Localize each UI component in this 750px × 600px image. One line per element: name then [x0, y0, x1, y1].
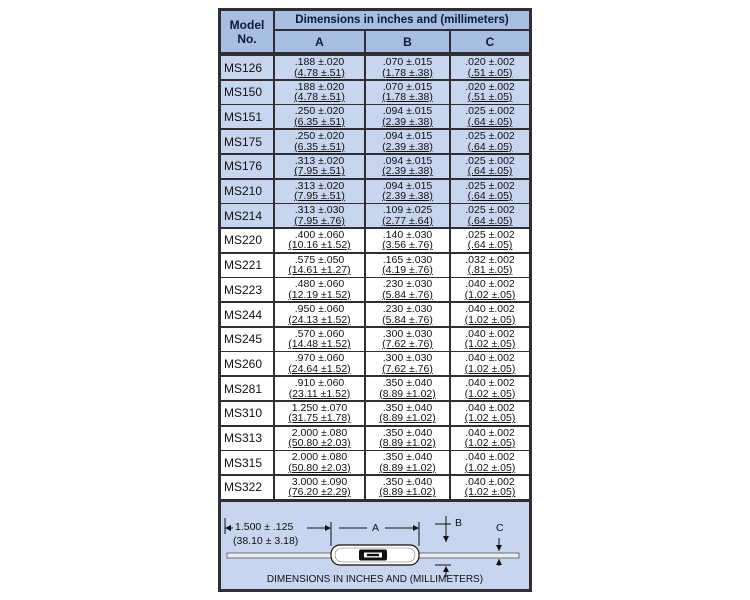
dimension-c-cell [451, 254, 529, 277]
dimension-b-inches: .109 ±.025 [382, 204, 433, 217]
dimension-b-inches: .094 ±.015 [382, 130, 433, 143]
dimension-a-cell [275, 427, 364, 450]
dimension-b-cell [366, 451, 449, 474]
dimension-c-millimeters: (.51 ±.05) [467, 91, 513, 104]
dimension-b-inches: .300 ±.030 [382, 352, 433, 365]
dimension-c-inches: .040 ±.002 [465, 426, 515, 439]
table-row [218, 229, 532, 252]
dimension-a-cell [275, 451, 364, 474]
dimension-b-millimeters: (2.39 ±.38) [382, 165, 433, 178]
dimension-c-inches: .040 ±.002 [465, 278, 515, 291]
dimension-c-inches: .040 ±.002 [465, 451, 515, 464]
dimension-a-millimeters: (14.48 ±1.52) [288, 338, 351, 351]
column-a-header: A [275, 31, 364, 52]
dimension-c-cell [451, 377, 529, 400]
dimension-c-cell [451, 476, 529, 499]
dimension-a-millimeters: (50.80 ±2.03) [288, 437, 351, 449]
model-number-cell: MS313 [221, 427, 273, 450]
dimension-b-cell [366, 254, 449, 277]
dimension-a-cell [275, 328, 364, 351]
dimension-c-inches: .040 ±.002 [465, 377, 515, 390]
dimension-b-millimeters: (3.56 ±.76) [382, 239, 433, 252]
table-row [218, 105, 532, 128]
table-row [218, 204, 532, 227]
dimension-a-millimeters: (50.80 ±2.03) [288, 461, 351, 474]
table-row [218, 180, 532, 203]
dimension-c-millimeters: (1.02 ±.05) [464, 437, 516, 449]
dimension-a-inches: .313 ±.020 [294, 154, 345, 167]
dimension-a-inches: .188 ±.020 [294, 80, 345, 93]
dimension-c-inches: .020 ±.002 [465, 80, 515, 93]
dimension-b-inches: .140 ±.030 [382, 228, 433, 241]
dimension-a-millimeters: (14.61 ±1.27) [288, 264, 351, 277]
dimension-a-inches: .575 ±.050 [294, 253, 345, 266]
table-row [218, 254, 532, 277]
dimension-c-millimeters: (.51 ±.05) [467, 66, 513, 79]
dimension-b-millimeters: (8.89 ±1.02) [379, 461, 436, 474]
inductor-dimension-diagram [221, 502, 529, 589]
dimension-c-inches: .025 ±.002 [465, 154, 515, 167]
dimension-b-millimeters: (8.89 ±1.02) [379, 387, 436, 400]
dimension-c-inches: .025 ±.002 [465, 130, 515, 143]
dimension-a-inches: .910 ±.060 [294, 377, 345, 390]
dimension-a-inches: .188 ±.020 [294, 56, 345, 68]
dimension-a-millimeters: (10.16 ±1.52) [288, 239, 351, 252]
dimension-a-cell [275, 254, 364, 277]
dimension-a-inches: .570 ±.060 [294, 327, 345, 340]
dimension-a-millimeters: (7.95 ±.76) [294, 214, 345, 227]
table-row [218, 377, 532, 400]
dimension-c-cell [451, 303, 529, 326]
dimension-a-label: A [372, 522, 380, 534]
table-row [218, 451, 532, 474]
table-header [218, 8, 532, 54]
table-row [218, 303, 532, 326]
model-number-cell: MS221 [221, 254, 273, 277]
dimension-b-cell [366, 303, 449, 326]
model-number-cell: MS151 [221, 105, 273, 128]
dimension-b-cell [366, 427, 449, 450]
dimension-c-inches: .025 ±.002 [465, 179, 515, 192]
dimension-c-inches: .025 ±.002 [465, 204, 515, 217]
model-number-cell: MS260 [221, 352, 273, 375]
model-number-header: Model No. [221, 11, 273, 52]
dimension-a-cell [275, 352, 364, 375]
dimension-b-cell [366, 155, 449, 178]
model-number-cell: MS245 [221, 328, 273, 351]
model-number-cell: MS220 [221, 229, 273, 252]
table-row [218, 278, 532, 301]
dimensions-header: Dimensions in inches and (millimeters) [275, 11, 529, 29]
dimension-b-millimeters: (5.84 ±.76) [382, 313, 433, 326]
dimension-b-millimeters: (1.78 ±.38) [382, 91, 433, 104]
table-row [218, 130, 532, 153]
dimension-b-label: B [455, 517, 463, 529]
dimension-b-millimeters: (5.84 ±.76) [382, 288, 433, 301]
table-row [218, 56, 532, 79]
dimension-c-cell [451, 402, 529, 425]
dimension-a-millimeters: (31.75 ±1.78) [288, 412, 351, 425]
dimension-c-inches: .040 ±.002 [465, 475, 515, 488]
dimension-a-millimeters: (7.95 ±.51) [294, 190, 345, 202]
dimension-b-inches: .350 ±.040 [382, 377, 433, 390]
table-row [218, 328, 532, 351]
dimension-b-cell [366, 56, 449, 79]
dimension-b-inches: .350 ±.040 [382, 475, 433, 488]
dimension-b-cell [366, 377, 449, 400]
dimension-c-inches: .025 ±.002 [465, 228, 515, 241]
dimension-b-cell [366, 229, 449, 252]
dimension-a-inches: .970 ±.060 [294, 352, 345, 365]
dimension-a-cell [275, 105, 364, 128]
lead-length-millimeters: (38.10 ± 3.18) [233, 535, 299, 547]
dimension-c-inches: .040 ±.002 [465, 401, 515, 414]
dimension-c-inches: .040 ±.002 [465, 303, 515, 315]
model-number-cell: MS281 [221, 377, 273, 400]
dimension-c-cell [451, 451, 529, 474]
model-number-cell: MS210 [221, 180, 273, 203]
model-number-cell: MS176 [221, 155, 273, 178]
dimension-a-cell [275, 229, 364, 252]
dimension-a-cell [275, 476, 364, 499]
dimension-a-cell [275, 377, 364, 400]
dimension-a-cell [275, 155, 364, 178]
dimension-c-inches: .020 ±.002 [465, 56, 515, 68]
dimension-c-millimeters: (1.02 ±.05) [464, 387, 516, 400]
dimension-a-cell [275, 130, 364, 153]
model-number-cell: MS150 [221, 81, 273, 104]
dimension-b-millimeters: (4.19 ±.76) [382, 264, 433, 277]
dimension-a-millimeters: (6.35 ±.51) [294, 140, 345, 153]
dimension-a-millimeters: (24.13 ±1.52) [288, 313, 351, 326]
dimension-c-millimeters: (.64 ±.05) [467, 190, 513, 202]
dimension-a-millimeters: (4.78 ±.51) [294, 91, 345, 104]
dimension-a-millimeters: (23.11 ±1.52) [288, 387, 351, 400]
dimension-a-inches: .250 ±.020 [294, 130, 345, 143]
dimension-c-cell [451, 278, 529, 301]
dimension-c-cell [451, 328, 529, 351]
dimension-b-millimeters: (7.62 ±.76) [382, 338, 433, 351]
dimension-c-inches: .040 ±.002 [465, 352, 515, 365]
dimension-b-cell [366, 180, 449, 203]
dimension-c-cell [451, 105, 529, 128]
dimension-b-cell [366, 81, 449, 104]
dimension-a-millimeters: (24.64 ±1.52) [288, 362, 351, 375]
dimension-a-inches: 1.250 ±.070 [291, 401, 348, 414]
dimension-c-inches: .025 ±.002 [465, 105, 515, 118]
dimension-c-millimeters: (1.02 ±.05) [464, 288, 516, 301]
dimension-c-cell [451, 204, 529, 227]
dimension-b-millimeters: (7.62 ±.76) [382, 362, 433, 375]
dimension-b-cell [366, 476, 449, 499]
dimension-a-millimeters: (6.35 ±.51) [294, 115, 345, 128]
dimension-b-millimeters: (2.39 ±.38) [382, 190, 433, 202]
dimension-a-cell [275, 402, 364, 425]
dimension-c-millimeters: (.64 ±.05) [467, 165, 513, 178]
table-row [218, 155, 532, 178]
model-number-cell: MS175 [221, 130, 273, 153]
dimension-c-label: C [496, 522, 504, 534]
dimension-a-inches: 2.000 ±.080 [291, 451, 348, 464]
dimension-b-inches: .070 ±.015 [382, 56, 433, 68]
dimension-c-cell [451, 155, 529, 178]
dimension-a-inches: .250 ±.020 [294, 105, 345, 118]
dimension-b-millimeters: (2.39 ±.38) [382, 115, 433, 128]
dimension-b-cell [366, 204, 449, 227]
dimension-c-cell [451, 427, 529, 450]
dimension-a-millimeters: (7.95 ±.51) [294, 165, 345, 178]
dimension-b-inches: .300 ±.030 [382, 327, 433, 340]
dimension-b-inches: .350 ±.040 [382, 451, 433, 464]
dimension-c-millimeters: (1.02 ±.05) [464, 412, 516, 425]
dimension-a-millimeters: (76.20 ±2.29) [288, 486, 351, 499]
dimension-a-cell [275, 180, 364, 203]
dimension-a-cell [275, 204, 364, 227]
dimension-c-cell [451, 56, 529, 79]
dimension-b-millimeters: (8.89 ±1.02) [379, 437, 436, 449]
dimensions-table [218, 8, 532, 592]
dimension-c-millimeters: (.64 ±.05) [467, 140, 513, 153]
dimension-a-inches: .480 ±.060 [294, 278, 345, 291]
dimension-b-inches: .350 ±.040 [382, 401, 433, 414]
table-row [218, 402, 532, 425]
dimension-a-cell [275, 303, 364, 326]
dimension-b-millimeters: (8.89 ±1.02) [379, 412, 436, 425]
dimension-c-inches: .032 ±.002 [465, 253, 515, 266]
dimension-c-cell [451, 180, 529, 203]
dimension-b-millimeters: (2.39 ±.38) [382, 140, 433, 153]
dimension-b-inches: .094 ±.015 [382, 179, 433, 192]
model-number-cell: MS126 [221, 56, 273, 79]
table-row [218, 352, 532, 375]
model-number-cell: MS322 [221, 476, 273, 499]
dimension-a-inches: .950 ±.060 [294, 303, 345, 315]
dimension-c-millimeters: (1.02 ±.05) [464, 338, 516, 351]
dimension-a-cell [275, 81, 364, 104]
dimension-b-inches: .230 ±.030 [382, 303, 433, 315]
dimension-b-inches: .094 ±.015 [382, 154, 433, 167]
dimension-c-millimeters: (.64 ±.05) [467, 239, 513, 252]
dimension-c-millimeters: (1.02 ±.05) [464, 362, 516, 375]
model-number-cell: MS214 [221, 204, 273, 227]
dimension-b-millimeters: (8.89 ±1.02) [379, 486, 436, 499]
column-b-header: B [366, 31, 449, 52]
dimension-a-cell [275, 278, 364, 301]
dimension-c-millimeters: (1.02 ±.05) [464, 486, 516, 499]
dimension-a-inches: 2.000 ±.080 [291, 426, 348, 439]
dimension-c-millimeters: (1.02 ±.05) [464, 313, 516, 326]
model-number-cell: MS310 [221, 402, 273, 425]
dimension-a-inches: .313 ±.020 [294, 179, 345, 192]
dimension-a-cell [275, 56, 364, 79]
table-row [218, 427, 532, 450]
dimension-a-inches: .400 ±.060 [294, 228, 345, 241]
lead-length-inches: 1.500 ± .125 [235, 521, 294, 533]
dimension-c-cell [451, 81, 529, 104]
dimension-c-millimeters: (.81 ±.05) [467, 264, 513, 277]
dimension-c-millimeters: (.64 ±.05) [467, 214, 513, 227]
dimension-c-cell [451, 352, 529, 375]
dimension-b-millimeters: (2.77 ±.64) [382, 214, 433, 227]
dimension-b-inches: .165 ±.030 [382, 253, 433, 266]
units-footnote: DIMENSIONS IN INCHES AND (MILLIMETERS) [266, 574, 484, 585]
dimension-b-millimeters: (1.78 ±.38) [382, 66, 433, 79]
dimension-a-inches: .313 ±.030 [294, 204, 345, 217]
dimension-b-inches: .094 ±.015 [382, 105, 433, 118]
dimension-b-cell [366, 278, 449, 301]
column-c-header: C [451, 31, 529, 52]
dimension-b-inches: .070 ±.015 [382, 80, 433, 93]
table-row [218, 81, 532, 104]
dimension-b-inches: .230 ±.030 [382, 278, 433, 291]
dimension-c-cell [451, 229, 529, 252]
model-number-cell: MS315 [221, 451, 273, 474]
dimension-b-cell [366, 130, 449, 153]
dimension-c-inches: .040 ±.002 [465, 327, 515, 340]
dimension-b-cell [366, 105, 449, 128]
dimension-a-inches: 3.000 ±.090 [291, 475, 348, 488]
table-row [218, 476, 532, 499]
dimension-c-cell [451, 130, 529, 153]
dimension-c-millimeters: (1.02 ±.05) [464, 461, 516, 474]
dimension-a-millimeters: (12.19 ±1.52) [288, 288, 351, 301]
dimension-b-cell [366, 328, 449, 351]
dimension-c-millimeters: (.64 ±.05) [467, 115, 513, 128]
dimension-b-inches: .350 ±.040 [382, 426, 433, 439]
dimension-b-cell [366, 402, 449, 425]
model-number-cell: MS244 [221, 303, 273, 326]
dimension-b-cell [366, 352, 449, 375]
model-number-cell: MS223 [221, 278, 273, 301]
dimension-a-millimeters: (4.78 ±.51) [294, 66, 345, 79]
